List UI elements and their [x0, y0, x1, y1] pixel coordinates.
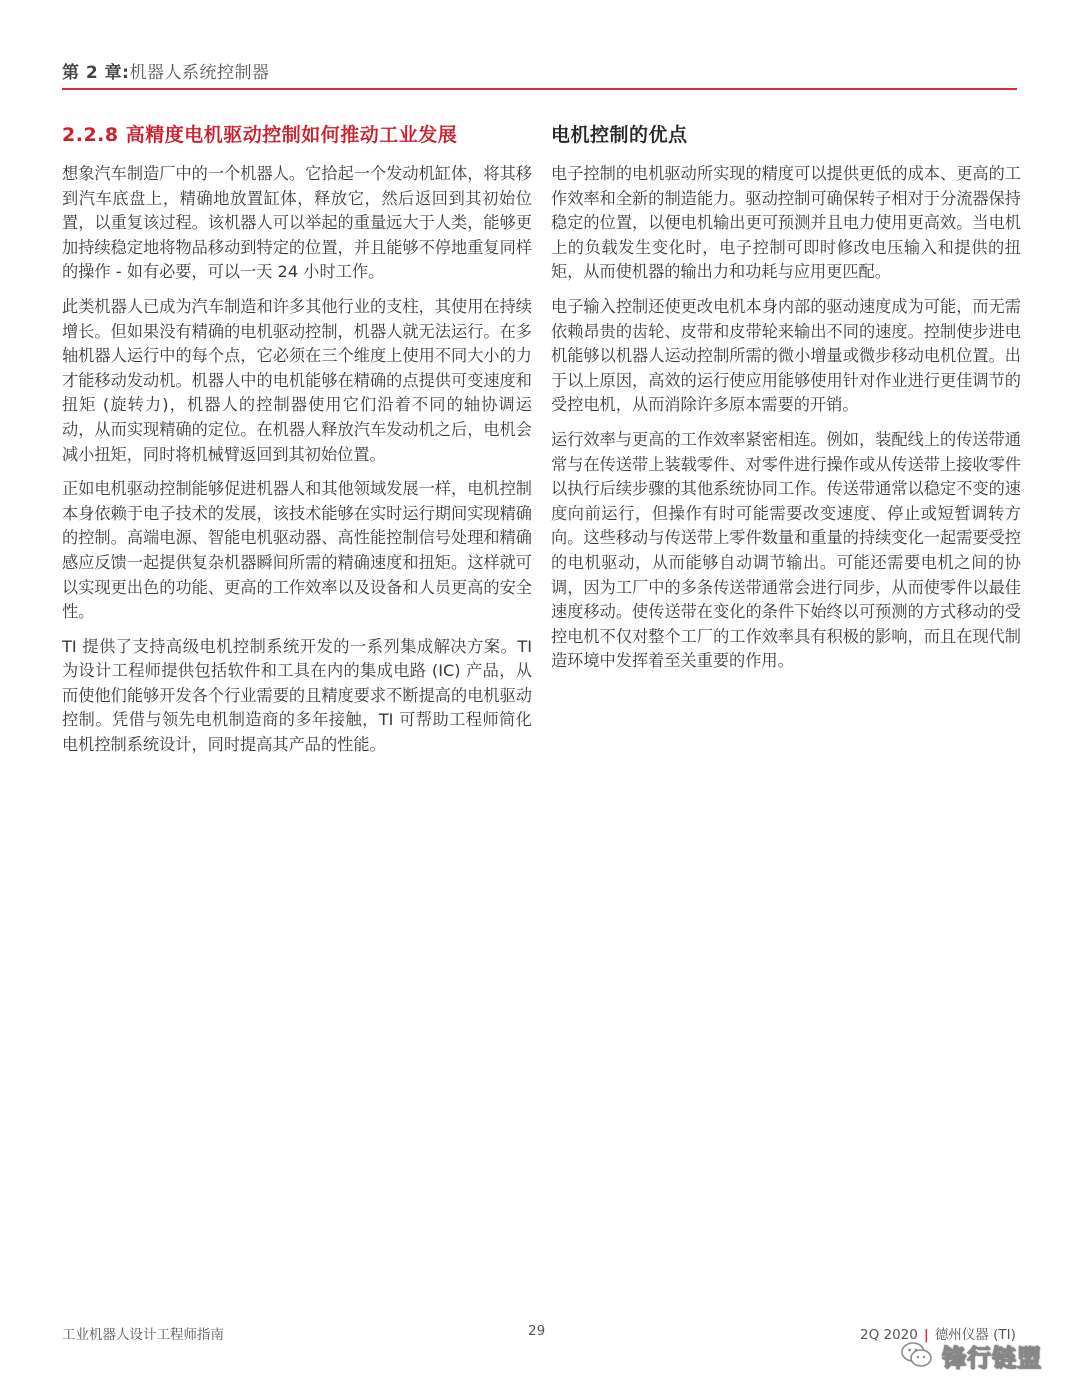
page-number: 29	[528, 1323, 546, 1339]
body-paragraph: 此类机器人已成为汽车制造和许多其他行业的支柱，其使用在持续增长。但如果没有精确的电机驱动控制，机器人就无法运行。在多轴机器人运行中的每个点，它必须在三个维度上使用不同大小的力才能移动发动机。机器人中的电机能够在精确的点提供可变速度和扭矩 (旋转力)，机器人的控制器使用它们沿着不同的轴协调运动，从而实现精确的定位。在机器人释放汽车发动机之后，电机会减小扭矩，同时将机械臂返回到其初始位置。	[62, 296, 532, 464]
footer-company: 德州仪器 (TI)	[934, 1327, 1016, 1343]
footer-doc-title: 工业机器人设计工程师指南	[62, 1327, 224, 1343]
watermark	[900, 1335, 1042, 1375]
footer-separator: |	[923, 1327, 929, 1343]
body-paragraph: 想象汽车制造厂中的一个机器人。它拾起一个发动机缸体，将其移到汽车底盘上，精确地放置缸体，释放它，然后返回到其初始位置，以重复该过程。该机器人可以举起的重量远大于人类，能够更加持续稳定地将物品移动到特定的位置，并且能够不停地重复同样的操作 - 如有必要，可以一天 24 小时工作。	[62, 164, 532, 282]
body-paragraph: TI 提供了支持高级电机控制系统开发的一系列集成解决方案。TI 为设计工程师提供包括软件和工具在内的集成电路 (IC) 产品，从而使他们能够开发各个行业需要的且精度要求不断提高的电机驱动控制。凭借与领先电机制造商的多年接触，TI 可帮助工程师简化电机控制系统设计，同时提高其产品的性能。	[62, 636, 532, 755]
right-column	[551, 120, 1021, 684]
section-title: 2.2.8 高精度电机驱动控制如何推动工业发展	[62, 124, 458, 146]
body-paragraph: 运行效率与更高的工作效率紧密相连。例如，装配线上的传送带通常与在传送带上装载零件、对零件进行操作或从传送带上接收零件以执行后续步骤的其他系统协同工作。传送带通常以稳定不变的速度向前运行，但操作有时可能需要改变速度、停止或短暂调转方向。这些移动与传送带上零件数量和重量的持续变化一起需要受控的电机驱动，从而能够自动调节输出。可能还需要电机之间的协调，因为工厂中的多条传送带通常会进行同步，从而使零件以最佳速度移动。使传送带在变化的条件下始终以可预测的方式移动的受控电机不仅对整个工厂的工作效率具有积极的影响，而且在现代制造环境中发挥着至关重要的作用。	[551, 429, 1021, 671]
footer-date: 2Q 2020	[860, 1327, 918, 1343]
body-paragraph: 电子控制的电机驱动所实现的精度可以提供更低的成本、更高的工作效率和全新的制造能力。驱动控制可确保转子相对于分流器保持稳定的位置，以便电机输出更可预测并且电力使用更高效。当电机上的负载发生变化时，电子控制可即时修改电压输入和提供的扭矩，从而使机器的输出力和功耗与应用更匹配。	[551, 164, 1021, 282]
chapter-number: 第 2 章:	[62, 63, 130, 83]
body-paragraph: 电子输入控制还使更改电机本身内部的驱动速度成为可能，而无需依赖昂贵的齿轮、皮带和皮带轮来输出不同的速度。控制使步进电机能够以机器人运动控制所需的微小增量或微步移动电机位置。出于以上原因，高效的运行使应用能够使用针对作业进行更佳调节的受控电机，从而消除许多原本需要的开销。	[551, 296, 1021, 415]
body-paragraph: 正如电机驱动控制能够促进机器人和其他领域发展一样，电机控制本身依赖于电子技术的发展，该技术能够在实时运行期间实现精确的控制。高端电源、智能电机驱动器、高性能控制信号处理和精确感应反馈一起提供复杂机器瞬间所需的精确速度和扭矩。这样就可以实现更出色的功能、更高的工作效率以及设备和人员更高的安全性。	[62, 479, 532, 622]
left-column	[62, 120, 532, 768]
chapter-title: 机器人系统控制器	[129, 63, 270, 83]
wechat-icon	[900, 1338, 934, 1372]
watermark-text: 锋行链盟	[942, 1343, 1042, 1372]
header-divider	[62, 88, 1017, 90]
chapter-header	[62, 58, 269, 83]
subsection-title: 电机控制的优点	[551, 124, 688, 146]
